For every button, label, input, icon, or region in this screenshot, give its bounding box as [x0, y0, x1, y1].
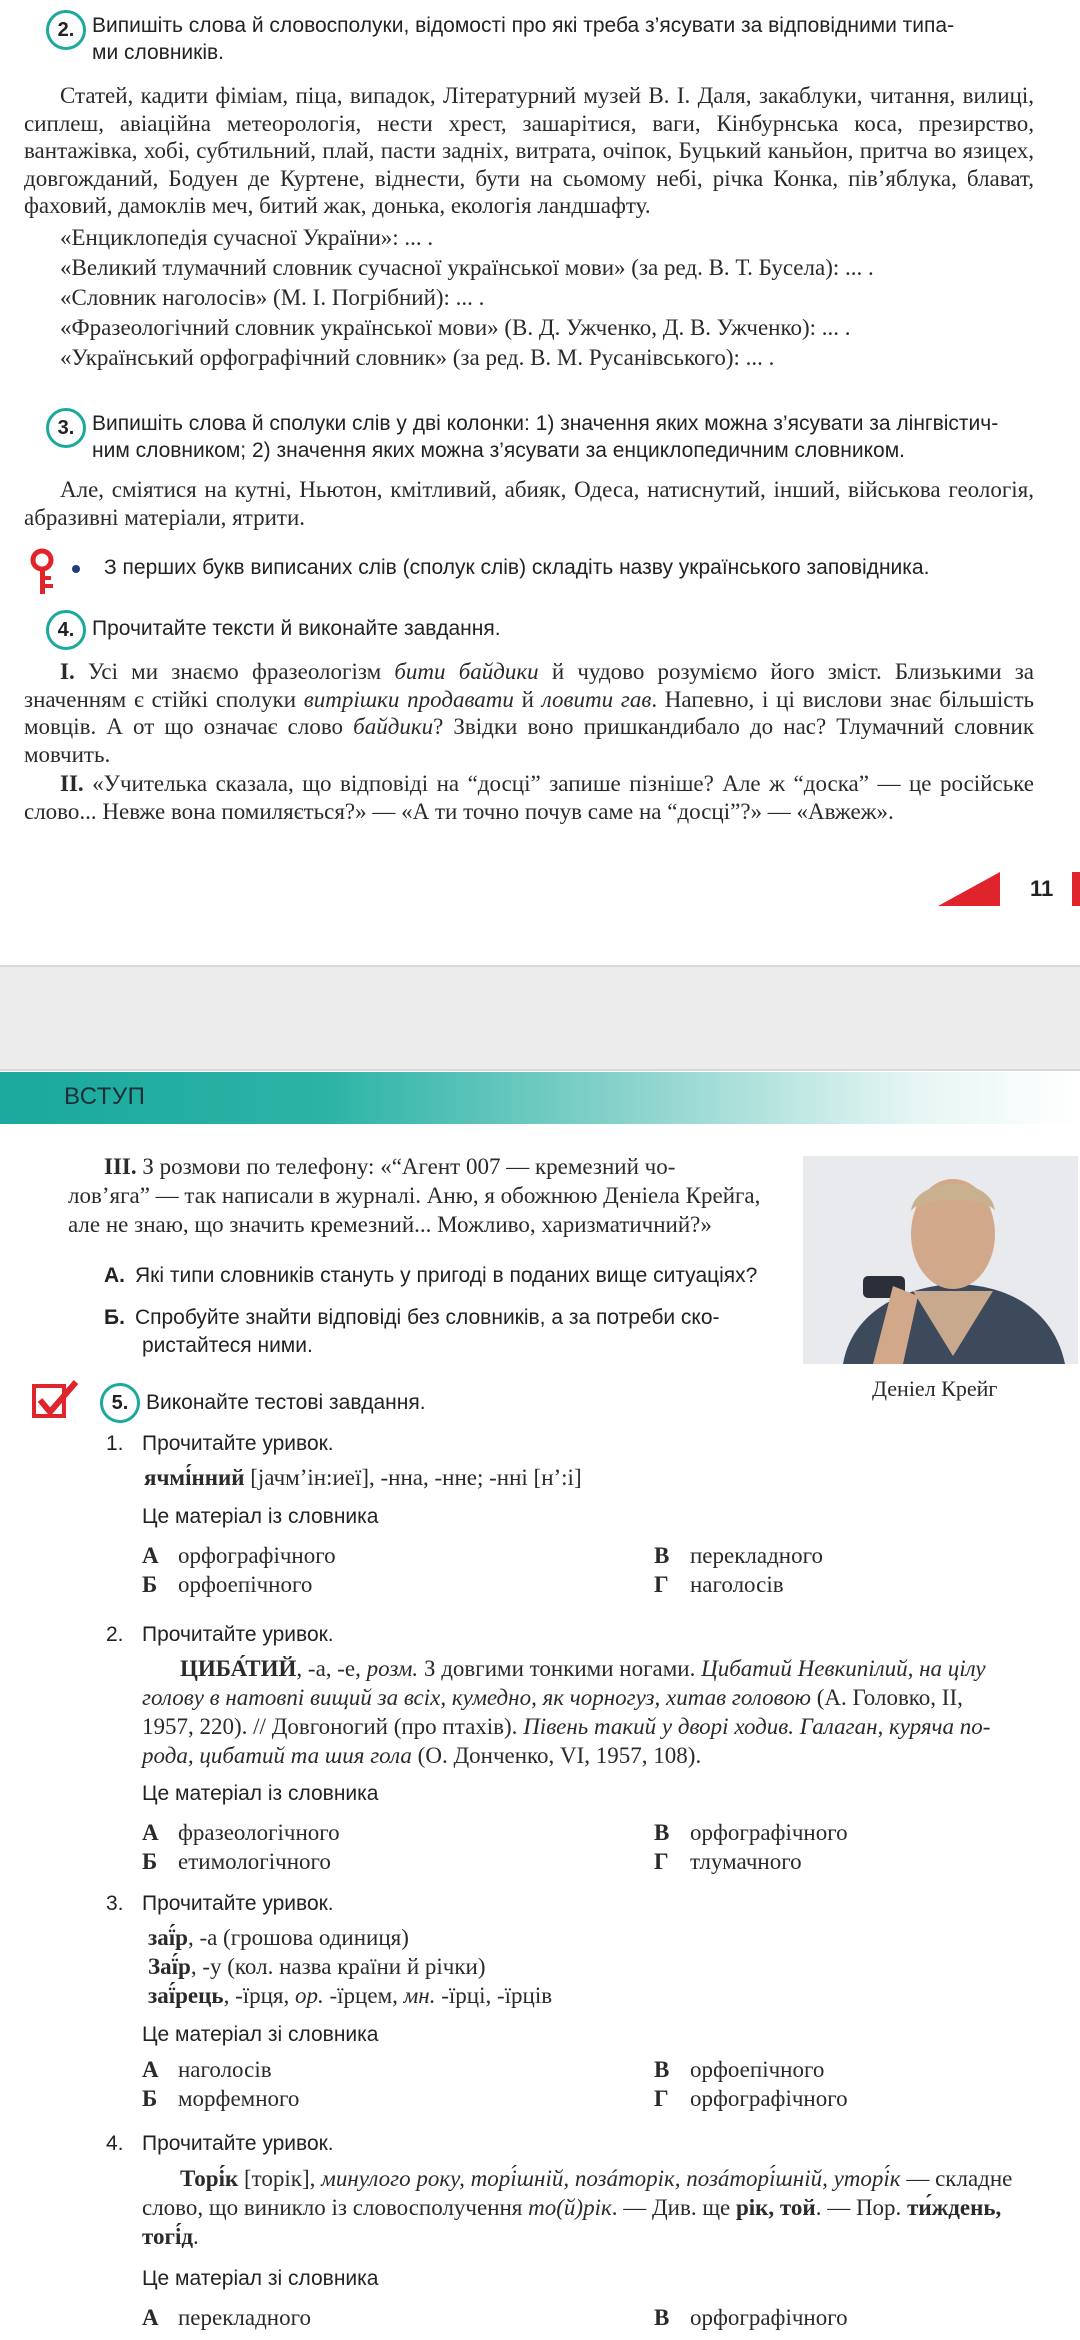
text-III-line: але не знаю, що значить кремезний... Можливо, харизматичний?»: [68, 1212, 712, 1237]
instruction-line: ми словників.: [92, 41, 224, 64]
text-span: минулого року, торі́шній, позáторік, позáторі́шній, уторі́к: [321, 2166, 901, 2191]
test-item-question: Це матеріал зі словника: [142, 2023, 379, 2046]
option-letter: В: [654, 1543, 670, 1568]
headword: заї́рець: [148, 1983, 224, 2008]
text-span: Півень такий у дворі ходив. Галаган, куряча по-: [523, 1714, 991, 1739]
task-2-header: [46, 10, 1046, 66]
question-letter: А.: [104, 1264, 125, 1287]
text-span: (О. Донченко, VI, 1957, 108).: [411, 1743, 702, 1768]
excerpt-line: [142, 2223, 199, 2251]
excerpt-line: [148, 1924, 409, 1952]
option-text: перекладного: [690, 1543, 823, 1568]
task-2-word-list: Статей, кадити фіміам, піца, випадок, Літературний музей В. І. Даля, закаблуки, читання, вилиці, сиплеш, авіаційна метеорологія, нести хрест, зашарітися, ваги, Кінбурнська коса, презирство, вантажівка, хобі, субтильний, плай, пасти задніх, витрата, очіпок, Буцький каньйон, притча во язицех, довгожданий, Бодуен де Куртене, віднести, бути на сьомому небі, річка Конка, пів’яблука, блават, фаховий, дамоклів меч, битий жак, донька, екологія ландшафту.: [24, 83, 1034, 218]
test-item-number: 2.: [106, 1623, 124, 1646]
option-text: фразеологічного: [178, 1820, 340, 1845]
option-letter: А: [142, 1820, 159, 1845]
text-span: тогі́д: [142, 2224, 193, 2249]
text-span: . — Пор.: [815, 2195, 908, 2220]
photo-caption: Деніел Крейг: [872, 1376, 998, 1401]
test-item-question: Це матеріал зі словника: [142, 2267, 379, 2290]
option-letter: А: [142, 1543, 159, 1568]
text-span: -їрці, -їрців: [435, 1983, 553, 2008]
dictionary-line: «Великий тлумачний словник сучасної української мови» (за ред. В. Т. Бусела): ... .: [60, 255, 874, 280]
task-number-badge: 5.: [100, 1383, 140, 1423]
option-text: орфографічного: [690, 1820, 848, 1845]
text-span: — складне: [900, 2166, 1013, 2191]
text-span: й чудово розуміємо його зміст. Близькими за значенням є стійкі сполуки: [24, 659, 1035, 712]
option-text: перекладного: [178, 2305, 311, 2330]
text-I: [24, 658, 1034, 768]
option-text: наголосів: [690, 1572, 784, 1597]
text-span: голову в натовпі вищий за всіх, кумедно, як чорногуз, хитав головою: [142, 1685, 811, 1710]
option[interactable]: [142, 1849, 331, 1875]
option[interactable]: [654, 2057, 824, 2083]
text-span: -їрцем,: [323, 1983, 404, 2008]
text-span: рода, цибатий та шия гола: [142, 1743, 412, 1768]
task-instruction: [92, 408, 998, 464]
dictionary-line: «Енциклопедія сучасної України»: ... .: [60, 225, 434, 250]
option[interactable]: [654, 1820, 848, 1846]
option[interactable]: [654, 1543, 823, 1569]
text-span: мн.: [403, 1983, 436, 2008]
text-III-line: лов’яга” — так написали в журналі. Аню, я обожнюю Деніела Крейга,: [68, 1183, 761, 1208]
headword: заї́р: [148, 1925, 188, 1950]
headword: Торі́к: [180, 2166, 239, 2191]
text-span: розм.: [366, 1656, 419, 1681]
test-item-number: 3.: [106, 1892, 124, 1915]
headword: ячмі́нний: [144, 1465, 245, 1490]
excerpt-line: [148, 1982, 552, 2010]
option-text: орфографічного: [690, 2305, 848, 2330]
section-header-bar: [0, 1072, 1080, 1124]
option-letter: Б: [142, 2086, 158, 2111]
option-letter: Г: [654, 1849, 669, 1874]
option-text: орфоепічного: [690, 2057, 825, 2082]
dictionary-line: «Словник наголосів» (М. І. Погрібний): ... .: [60, 285, 485, 310]
key-note: З перших букв виписаних слів (сполук слів) складіть назву українського заповідника.: [104, 556, 930, 579]
question-text: Які типи словників стануть у пригоді в поданих вище ситуаціях?: [135, 1264, 758, 1287]
option-letter: Б: [142, 1849, 158, 1874]
option-letter: В: [654, 1820, 670, 1845]
test-item-prompt: Прочитайте уривок.: [142, 1432, 334, 1455]
test-item-prompt: Прочитайте уривок.: [142, 2132, 334, 2155]
option[interactable]: [142, 2086, 299, 2112]
instruction-line: ним словником; 2) значення яких можна з’ясувати за енциклопедичним словником.: [92, 439, 905, 462]
option[interactable]: [654, 2086, 848, 2112]
task-3-header: [46, 408, 1046, 464]
test-item-question: Це матеріал із словника: [142, 1782, 379, 1805]
check-icon: [32, 1380, 80, 1422]
text-span: , -а (грошова одиниця): [187, 1925, 409, 1950]
text-III-line: [104, 1153, 675, 1181]
question-a: [104, 1264, 757, 1288]
text-span: , -а, -е,: [296, 1656, 367, 1681]
excerpt-line: [142, 1684, 963, 1712]
text-span: 1957, 220). // Довгоногий (про птахів).: [142, 1714, 524, 1739]
text-label: II.: [60, 771, 84, 796]
text-span: (А. Головко, II,: [810, 1685, 963, 1710]
instruction-line: Випишіть слова й словосполуки, відомості про які треба з’ясувати за відповідними типа-: [92, 14, 955, 37]
text-span: бити байдики: [394, 659, 539, 684]
text-span: . — Див. ще: [611, 2195, 736, 2220]
text-span: витрішки продавати: [303, 686, 514, 712]
excerpt-line: [144, 1464, 582, 1492]
excerpt-line: [142, 1742, 701, 1770]
task-instruction: Прочитайте тексти й виконайте завдання.: [92, 617, 501, 640]
photo-daniel-craig: [803, 1156, 1078, 1364]
option-text: орфоепічного: [178, 1572, 313, 1597]
option-letter: Г: [654, 1572, 669, 1597]
page-corner-edge: [1072, 872, 1080, 906]
option[interactable]: [142, 1820, 340, 1846]
task-number-badge: 3.: [46, 408, 86, 448]
question-letter: Б.: [104, 1306, 125, 1329]
option-letter: В: [654, 2057, 670, 2082]
task-4-header: [46, 610, 1046, 650]
text-label: I.: [60, 659, 75, 684]
text-span: З розмови по телефону: «“Агент 007 — кремезний чо-: [142, 1154, 676, 1179]
excerpt-line: [142, 1713, 990, 1741]
textbook-page-11: [0, 0, 1080, 965]
option-letter: А: [142, 2305, 159, 2330]
option-letter: А: [142, 2057, 159, 2082]
text-span: ? Звідки воно пришкандибало до нас? Тлумачний словник мовчить.: [24, 714, 1034, 767]
option-text: орфографічного: [690, 2086, 848, 2111]
option-text: морфемного: [178, 2086, 300, 2111]
option-letter: В: [654, 2305, 670, 2330]
test-item-number: 1.: [106, 1432, 124, 1455]
option-text: тлумачного: [690, 1849, 802, 1874]
option[interactable]: [654, 1849, 802, 1875]
option[interactable]: [142, 2057, 272, 2083]
excerpt-line: [148, 1953, 486, 1981]
text-span: ти́ждень,: [907, 2195, 1002, 2220]
page-separator: [0, 965, 1080, 1071]
excerpt-line: [180, 1655, 986, 1683]
text-span: ор.: [295, 1983, 324, 2008]
text-span: «Учителька сказала, що відповіді на “досці” запише пізніше? Але ж “доска” — це російське слово... Невже вона помиляється?» — «А ти точно почув саме на “досці”?» — «Авжеж».: [24, 771, 1034, 824]
text-span: [јачм’ін:иеї], -нна, -нне; -нні [н’:і]: [244, 1465, 582, 1490]
bullet-dot: [72, 565, 80, 573]
text-span: , -у (кол. назва країни й річки): [190, 1954, 486, 1979]
question-b: [104, 1306, 720, 1330]
task-5-header: [100, 1383, 426, 1423]
text-II: [24, 770, 1034, 825]
text-span: . Напевно, і ці вислови знає більшість мовців. А от що означає слово: [24, 686, 1034, 739]
text-span: рік, той: [736, 2195, 816, 2220]
option-letter: Б: [142, 1572, 158, 1597]
test-item-prompt: Прочитайте уривок.: [142, 1892, 334, 1915]
text-span: [торік],: [238, 2166, 322, 2191]
task-instruction: Виконайте тестові завдання.: [146, 1391, 426, 1414]
key-icon: [30, 548, 70, 598]
headword: ЦИБА́ТИЙ: [180, 1656, 297, 1681]
dictionary-line: «Український орфографічний словник» (за ред. В. М. Русанівського): ... .: [60, 345, 775, 370]
question-text: Спробуйте знайти відповіді без словників, а за потреби ско-: [134, 1306, 720, 1329]
text-span: Цибатий Невкипілий, на цілу: [701, 1656, 986, 1681]
option-text: етимологічного: [178, 1849, 331, 1874]
text-span: слово, що виникло із словосполучення: [142, 2195, 529, 2220]
option-text: орфографічного: [178, 1543, 336, 1568]
text-span: Усі ми знаємо фразеологізм: [74, 659, 395, 684]
section-title: ВСТУП: [64, 1083, 146, 1110]
test-item-number: 4.: [106, 2132, 124, 2155]
page-number: 11: [1030, 876, 1054, 901]
test-item-prompt: Прочитайте уривок.: [142, 1623, 334, 1646]
task-instruction: [92, 10, 954, 66]
test-item-question: Це матеріал із словника: [142, 1505, 379, 1528]
question-b-cont: ристайтеся ними.: [142, 1334, 313, 1357]
page-corner-marker: [938, 872, 1000, 911]
task-number-badge: 4.: [46, 610, 86, 650]
text-span: З довгими тонкими ногами.: [418, 1656, 702, 1681]
text-span: ловити гав: [541, 686, 652, 712]
instruction-line: Випишіть слова й сполуки слів у дві колонки: 1) значення яких можна з’ясувати за лінгвістич-: [92, 412, 999, 435]
option[interactable]: [142, 1543, 336, 1569]
option-text: наголосів: [178, 2057, 272, 2082]
option[interactable]: [142, 2305, 311, 2331]
task-3-word-list: Але, сміятися на кутні, Ньютон, кмітливий, абияк, Одеса, натиснутий, інший, військова геологія, абразивні матеріали, ятрити.: [24, 477, 1034, 530]
option[interactable]: [654, 1572, 784, 1598]
option[interactable]: [654, 2305, 848, 2331]
option-letter: Г: [654, 2086, 669, 2111]
text-label: III.: [104, 1154, 137, 1179]
option[interactable]: [142, 1572, 312, 1598]
task-number-badge: 2.: [46, 10, 86, 50]
text-span: .: [192, 2224, 199, 2249]
dictionary-line: «Фразеологічний словник української мови» (В. Д. Ужченко, Д. В. Ужченко): ... .: [60, 315, 851, 340]
excerpt-line: [180, 2165, 1012, 2193]
text-span: то(й)рік: [528, 2195, 612, 2220]
excerpt-line: [142, 2194, 1001, 2222]
headword: Заї́р: [148, 1954, 191, 1979]
text-span: байдики: [353, 714, 434, 739]
text-span: й: [513, 686, 542, 712]
text-span: , -їрця,: [223, 1983, 295, 2008]
